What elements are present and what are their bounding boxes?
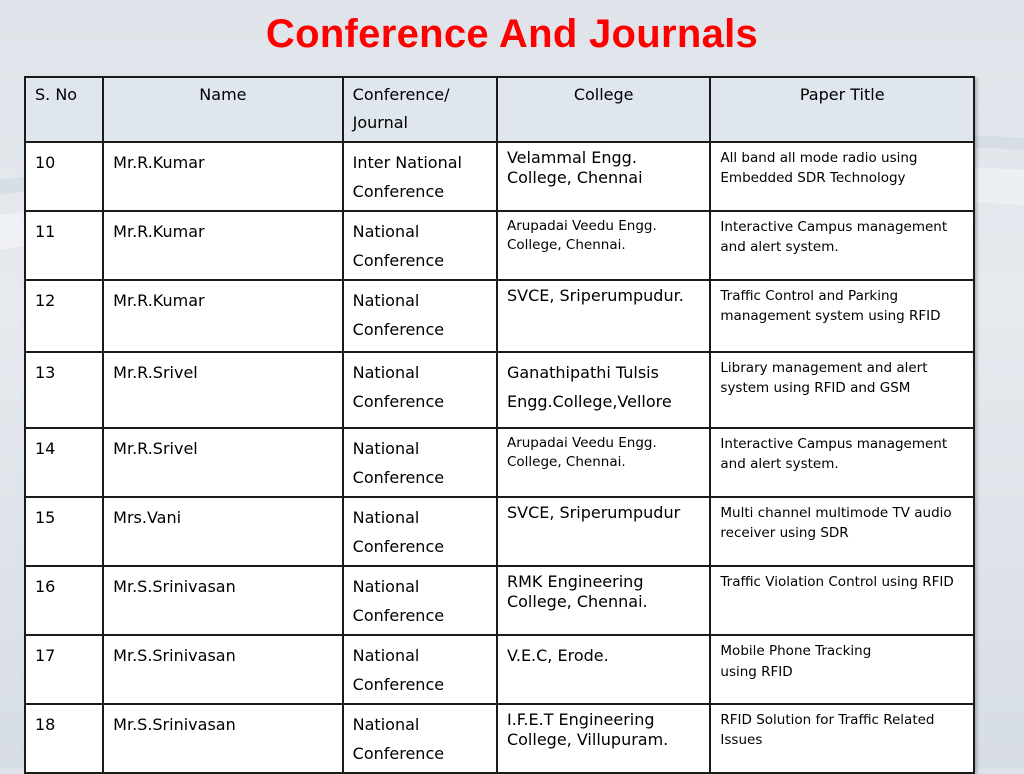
cell-type xyxy=(343,635,497,704)
table-row xyxy=(25,497,974,566)
cell-name: Mr.R.Kumar xyxy=(103,280,343,352)
cell-name: Mr.R.Kumar xyxy=(103,211,343,280)
header-paper-title: Paper Title xyxy=(710,77,974,142)
cell-type-line2: Conference xyxy=(352,606,445,625)
cell-name: Mr.R.Kumar xyxy=(103,142,343,211)
cell-paper-title: Traffic Control and Parking management system using RFID xyxy=(710,280,974,352)
cell-paper-title: Library management and alert system using RFID and GSM xyxy=(710,352,974,428)
cell-college-line2: Engg.College,Vellore xyxy=(506,392,672,411)
cell-college: V.E.C, Erode. xyxy=(497,635,710,704)
table-row xyxy=(25,566,974,635)
cell-college-line1: Ganathipathi Tulsis xyxy=(506,363,659,382)
cell-paper-line1: Mobile Phone Tracking xyxy=(720,643,872,659)
cell-sno: 18 xyxy=(25,704,103,773)
cell-sno: 17 xyxy=(25,635,103,704)
cell-sno: 13 xyxy=(25,352,103,428)
cell-type-line2: Conference xyxy=(352,392,445,411)
cell-type xyxy=(343,211,497,280)
cell-type-line1: National xyxy=(352,222,420,241)
cell-type-line1: National xyxy=(352,439,420,458)
header-conference xyxy=(343,77,497,142)
cell-type xyxy=(343,352,497,428)
table-row xyxy=(25,142,974,211)
cell-type xyxy=(343,142,497,211)
table-row xyxy=(25,211,974,280)
cell-type-line1: National xyxy=(352,577,420,596)
table-row xyxy=(25,704,974,773)
cell-type-line1: National xyxy=(352,715,420,734)
slide-title: Conference And Journals xyxy=(265,12,759,56)
cell-paper-title: Interactive Campus management and alert system. xyxy=(710,428,974,497)
header-conference-line2: Journal xyxy=(352,113,408,132)
cell-sno: 15 xyxy=(25,497,103,566)
cell-sno: 12 xyxy=(25,280,103,352)
cell-type-line1: Inter National xyxy=(352,153,462,172)
cell-college: I.F.E.T Engineering College, Villupuram. xyxy=(497,704,710,773)
cell-college: SVCE, Sriperumpudur. xyxy=(497,280,710,352)
cell-paper-title: Traffic Violation Control using RFID xyxy=(710,566,974,635)
cell-paper-line2: using RFID xyxy=(720,664,793,680)
cell-type xyxy=(343,280,497,352)
cell-name: Mr.S.Srinivasan xyxy=(103,704,343,773)
cell-type-line2: Conference xyxy=(352,675,445,694)
cell-college xyxy=(497,352,710,428)
table-row xyxy=(25,352,974,428)
cell-type-line2: Conference xyxy=(352,320,445,339)
cell-sno: 14 xyxy=(25,428,103,497)
cell-type-line2: Conference xyxy=(352,251,445,270)
cell-college: Arupadai Veedu Engg. College, Chennai. xyxy=(497,428,710,497)
cell-name: Mr.S.Srinivasan xyxy=(103,635,343,704)
cell-sno: 11 xyxy=(25,211,103,280)
cell-paper-title: All band all mode radio using Embedded SDR Technology xyxy=(710,142,974,211)
table-row xyxy=(25,635,974,704)
header-sno: S. No xyxy=(25,77,103,142)
cell-type xyxy=(343,566,497,635)
cell-type-line2: Conference xyxy=(352,537,445,556)
table-row xyxy=(25,280,974,352)
header-name: Name xyxy=(103,77,343,142)
cell-college: Velammal Engg. College, Chennai xyxy=(497,142,710,211)
publications-table xyxy=(24,76,975,774)
table-header-row xyxy=(25,77,974,142)
cell-paper-title: Interactive Campus management and alert system. xyxy=(710,211,974,280)
cell-name: Mrs.Vani xyxy=(103,497,343,566)
cell-college: RMK Engineering College, Chennai. xyxy=(497,566,710,635)
cell-name: Mr.R.Srivel xyxy=(103,352,343,428)
cell-paper-title: Multi channel multimode TV audio receiver using SDR xyxy=(710,497,974,566)
cell-type-line1: National xyxy=(352,646,420,665)
cell-college: Arupadai Veedu Engg. College, Chennai. xyxy=(497,211,710,280)
cell-type-line1: National xyxy=(352,291,420,310)
cell-type-line2: Conference xyxy=(352,468,445,487)
cell-name: Mr.R.Srivel xyxy=(103,428,343,497)
cell-name: Mr.S.Srinivasan xyxy=(103,566,343,635)
header-college: College xyxy=(497,77,710,142)
cell-paper-title xyxy=(710,635,974,704)
cell-type xyxy=(343,497,497,566)
cell-college: SVCE, Sriperumpudur xyxy=(497,497,710,566)
table-row xyxy=(25,428,974,497)
cell-sno: 16 xyxy=(25,566,103,635)
header-conference-line1: Conference/ xyxy=(352,85,450,104)
cell-type xyxy=(343,704,497,773)
cell-type xyxy=(343,428,497,497)
cell-sno: 10 xyxy=(25,142,103,211)
cell-paper-title: RFID Solution for Traffic Related Issues xyxy=(710,704,974,773)
cell-type-line1: National xyxy=(352,363,420,382)
cell-type-line1: National xyxy=(352,508,420,527)
cell-type-line2: Conference xyxy=(352,182,445,201)
cell-type-line2: Conference xyxy=(352,744,445,763)
